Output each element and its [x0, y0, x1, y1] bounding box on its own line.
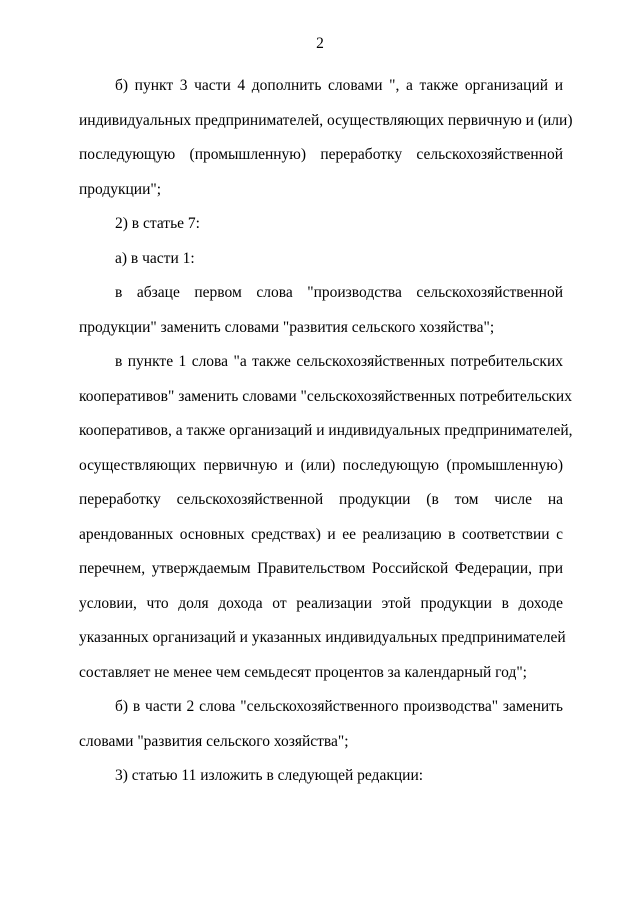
paragraph-5 — [79, 345, 573, 690]
text-line: переработку сельскохозяйственной продукции (в том числе на — [79, 491, 563, 508]
text-line: б) пункт 3 части 4 дополнить словами ", а также организаций и — [115, 77, 563, 94]
text-line: продукции" заменить словами "развития сельского хозяйства"; — [79, 318, 495, 336]
text-line: б) в части 2 слова "сельскохозяйственного производства" заменить — [115, 698, 563, 715]
paragraph-4 — [79, 276, 563, 345]
paragraph-2 — [79, 207, 563, 242]
paragraph-3 — [79, 242, 563, 277]
text-line: а) в части 1: — [115, 249, 195, 267]
text-line: кооперативов, а также организаций и индивидуальных предпринимателей, — [79, 422, 573, 439]
text-line: 3) статью 11 изложить в следующей редакции: — [115, 767, 424, 784]
text-line: указанных организаций и указанных индивидуальных предпринимателей — [79, 629, 566, 646]
text-line: индивидуальных предпринимателей, осуществляющих первичную и (или) — [79, 111, 573, 129]
page-number: 2 — [316, 35, 324, 52]
text-line: кооперативов" заменить словами "сельскохозяйственных потребительских — [79, 387, 572, 405]
text-line: в абзаце первом слова "производства сельскохозяйственной — [115, 284, 563, 301]
paragraph-1 — [79, 69, 573, 207]
text-line: словами "развития сельского хозяйства"; — [79, 732, 349, 750]
text-line: условии, что доля дохода от реализации этой продукции в доходе — [79, 594, 563, 612]
text-line: составляет не менее чем семьдесят процентов за календарный год"; — [79, 663, 527, 681]
text-line: 2) в статье 7: — [115, 215, 200, 232]
text-line: продукции"; — [79, 180, 162, 198]
text-line: в пункте 1 слова "а также сельскохозяйственных потребительских — [115, 353, 563, 370]
document-body — [79, 69, 573, 794]
paragraph-7 — [79, 759, 563, 794]
text-line: осуществляющих первичную и (или) последующую (промышленную) — [79, 456, 563, 474]
text-line: арендованных основных средствах) и ее реализацию в соответствии с — [79, 525, 563, 543]
text-line: последующую (промышленную) переработку сельскохозяйственной — [79, 146, 563, 163]
text-line: перечнем, утверждаемым Правительством Российской Федерации, при — [79, 560, 563, 577]
paragraph-6 — [79, 690, 563, 759]
